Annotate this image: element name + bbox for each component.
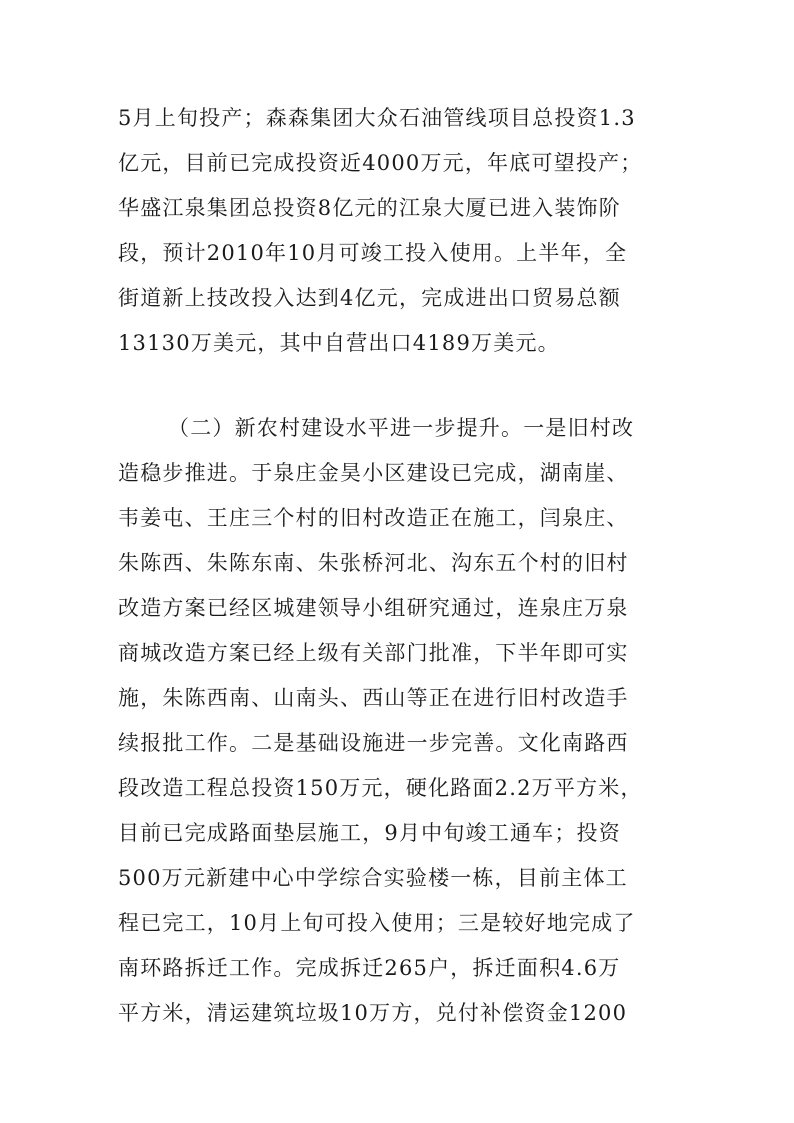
- text-line: 朱陈西、朱陈东南、朱张桥河北、沟东五个村的旧村: [118, 551, 629, 575]
- text-line: 5月上旬投产；森森集团大众石油管线项目总投资1.3: [118, 106, 636, 130]
- paragraph-new-countryside: [118, 406, 684, 1036]
- text-line: 造稳步推进。于泉庄金昊小区建设已完成，湖南崖、: [118, 461, 629, 485]
- text-line: 500万元新建中心中学综合实验楼一栋，目前主体工: [118, 866, 628, 890]
- paragraph-economic-projects: [118, 96, 684, 366]
- text-line: 目前已完成路面垫层施工，9月中旬竣工通车；投资: [118, 821, 621, 845]
- text-line: 街道新上技改投入达到4亿元，完成进出口贸易总额: [118, 286, 621, 310]
- text-line: 程已完工，10月上旬可投入使用；三是较好地完成了: [118, 911, 636, 935]
- text-line: 改造方案已经区城建领导小组研究通过，连泉庄万泉: [118, 596, 629, 620]
- text-line: 续报批工作。二是基础设施进一步完善。文化南路西: [118, 731, 629, 755]
- text-line: 韦姜屯、王庄三个村的旧村改造正在施工，闫泉庄、: [118, 506, 629, 530]
- text-line: 商城改造方案已经上级有关部门批准，下半年即可实: [118, 641, 629, 665]
- text-line: 段改造工程总投资150万元，硬化路面2.2万平方米，: [118, 776, 643, 800]
- text-line: 施，朱陈西南、山南头、西山等正在进行旧村改造手: [118, 686, 629, 710]
- section-heading-line: （二）新农村建设水平进一步提升。一是旧村改: [168, 416, 635, 440]
- text-line: 13130万美元，其中自营出口4189万美元。: [118, 331, 560, 355]
- text-line: 平方米，清运建筑垃圾10万方，兑付补偿资金1200: [118, 1001, 628, 1025]
- text-line: 亿元，目前已完成投资近4000万元，年底可望投产；: [118, 151, 643, 175]
- text-line: 华盛江泉集团总投资8亿元的江泉大厦已进入装饰阶: [118, 196, 621, 220]
- text-line: 段，预计2010年10月可竣工投入使用。上半年，全: [118, 241, 628, 265]
- text-line: 南环路拆迁工作。完成拆迁265户，拆迁面积4.6万: [118, 956, 621, 980]
